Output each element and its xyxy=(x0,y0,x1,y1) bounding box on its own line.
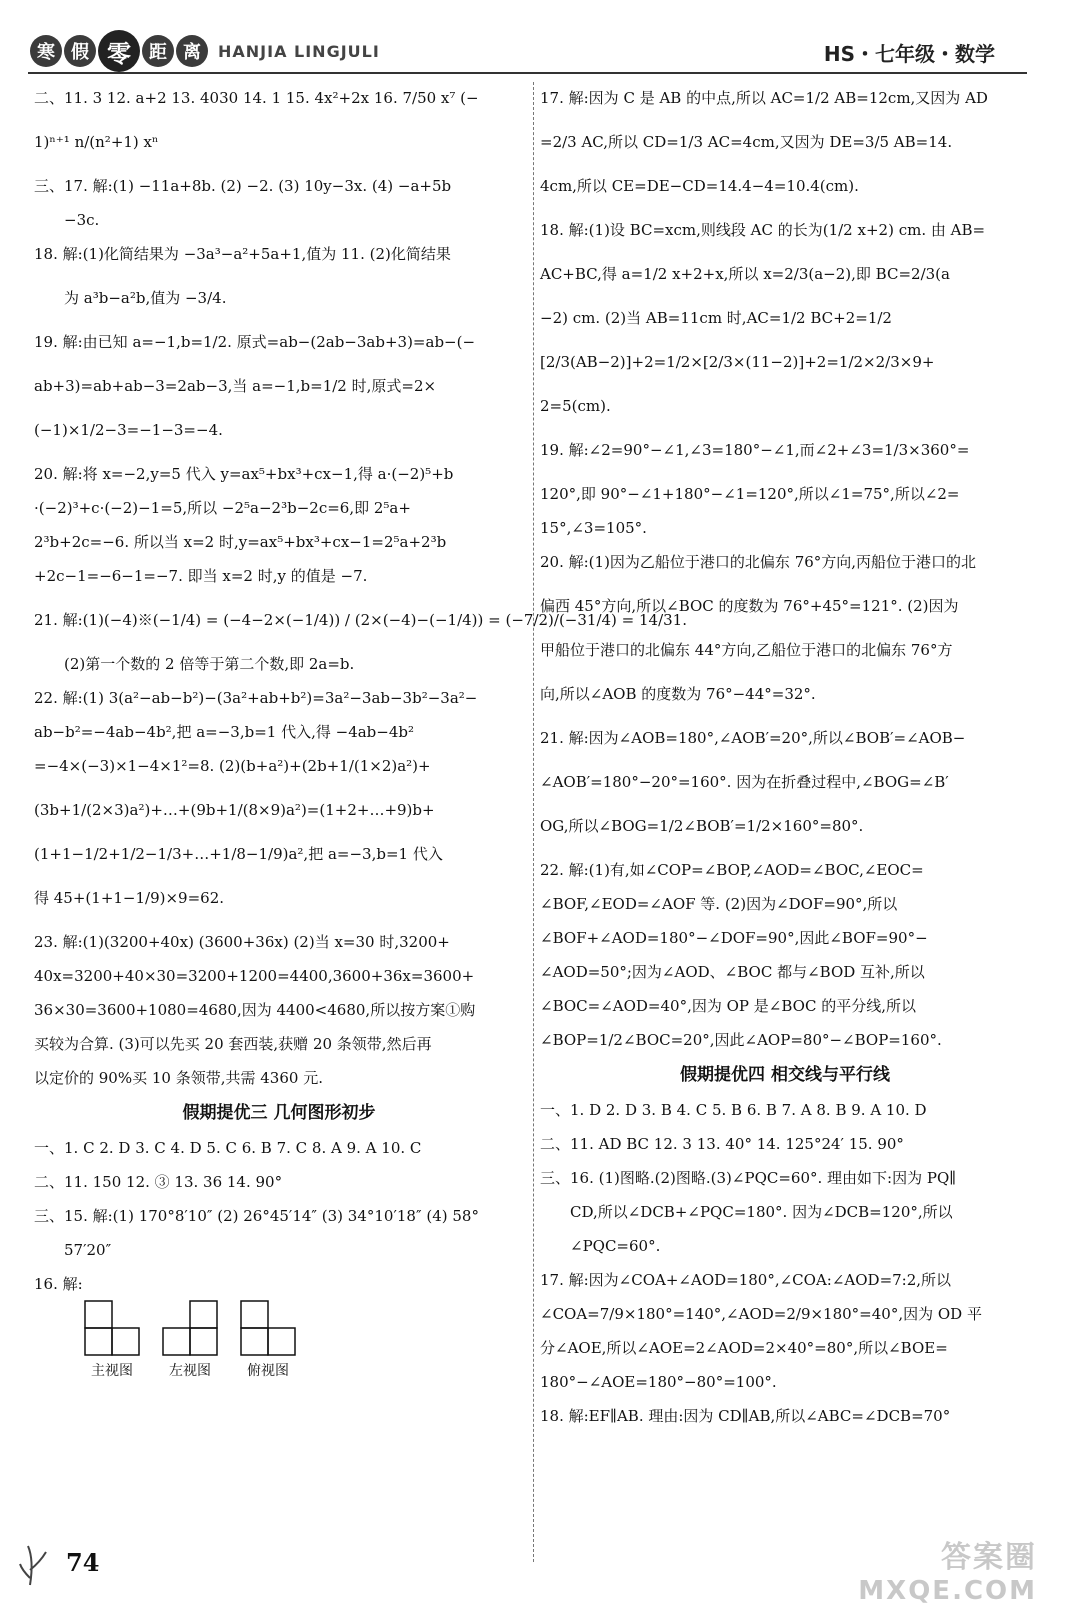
footer-leaf-icon xyxy=(20,1540,70,1590)
answer-line: 19. 解:由已知 a=−1,b=1/2. 原式=ab−(2ab−3ab+3)=ab−(− xyxy=(34,333,476,351)
answer-line: ·(−2)³+c·(−2)−1=5,所以 −2⁵a−2³b−2c=6,即 2⁵a+ xyxy=(34,499,411,517)
answer-line: ∠AOD=50°;因为∠AOD、∠BOC 都与∠BOD 互补,所以 xyxy=(540,963,925,981)
answer-line: 以定价的 90%买 10 条领带,共需 4360 元. xyxy=(34,1069,323,1087)
answer-line: −3c. xyxy=(64,211,100,229)
answer-line: 18. 解:EF∥AB. 理由:因为 CD∥AB,所以∠ABC=∠DCB=70° xyxy=(540,1407,951,1425)
answer-line: 买较为合算. (3)可以先买 20 套西装,获赠 20 条领带,然后再 xyxy=(34,1035,432,1053)
answer-line: ∠COA=7/9×180°=140°,∠AOD=2/9×180°=40°,因为 OD 平 xyxy=(540,1305,982,1323)
answer-line: [2/3(AB−2)]+2=1/2×[2/3×(11−2)]+2=1/2×2/3×9+ xyxy=(540,353,935,371)
answer-line: 分∠AOE,所以∠AOE=2∠AOD=2×40°=80°,所以∠BOE= xyxy=(540,1339,948,1357)
answer-line: (2)第一个数的 2 倍等于第二个数,即 2a=b. xyxy=(64,655,355,673)
answer-line: 15°,∠3=105°. xyxy=(540,519,647,537)
answer-line: 20. 解:(1)因为乙船位于港口的北偏东 76°方向,丙船位于港口的北 xyxy=(540,553,977,571)
left-view-drawing xyxy=(162,1300,218,1356)
answer-line: 120°,即 90°−∠1+180°−∠1=120°,所以∠1=75°,所以∠2= xyxy=(540,485,960,503)
answer-line: 180°−∠AOE=180°−80°=100°. xyxy=(540,1373,777,1391)
right-column xyxy=(540,86,1030,1438)
answer-line: −2) cm. (2)当 AB=11cm 时,AC=1/2 BC+2=1/2 xyxy=(540,309,892,327)
header-divider xyxy=(28,72,1027,74)
answer-line: 18. 解:(1)化简结果为 −3a³−a²+5a+1,值为 11. (2)化简结果 xyxy=(34,245,451,263)
answer-line: 22. 解:(1) 3(a²−ab−b²)−(3a²+ab+b²)=3a²−3ab−3b²−3a²− xyxy=(34,689,478,707)
answer-line: 20. 解:将 x=−2,y=5 代入 y=ax⁵+bx³+cx−1,得 a·(−2)⁵+b xyxy=(34,465,454,483)
answer-line: 甲船位于港口的北偏东 44°方向,乙船位于港口的北偏东 76°方 xyxy=(540,641,953,659)
answer-line: 17. 解:因为∠COA+∠AOD=180°,∠COA:∠AOD=7:2,所以 xyxy=(540,1271,952,1289)
answer-line: 向,所以∠AOB 的度数为 76°−44°=32°. xyxy=(540,685,816,703)
answer-line: OG,所以∠BOG=1/2∠BOB′=1/2×160°=80°. xyxy=(540,817,864,835)
answer-line: 得 45+(1+1−1/9)×9=62. xyxy=(34,889,225,907)
view-caption: 左视图 xyxy=(169,1363,211,1379)
answer-line: 19. 解:∠2=90°−∠1,∠3=180°−∠1,而∠2+∠3=1/3×360°= xyxy=(540,441,970,459)
answer-line: (3b+1/(2×3)a²)+…+(9b+1/(8×9)a²)=(1+2+…+9)b+ xyxy=(34,801,435,819)
column-divider xyxy=(533,82,534,1562)
page-header xyxy=(0,0,1077,75)
answer-line: (1+1−1/2+1/2−1/3+…+1/8−1/9)a²,把 a=−3,b=1 代入 xyxy=(34,845,443,863)
top-view xyxy=(240,1300,296,1380)
answer-line: 二、11. 3 12. a+2 13. 4030 14. 1 15. 4x²+2x 16. 7/50 x⁷ (− xyxy=(34,89,479,107)
answer-line: +2c−1=−6−1=−7. 即当 x=2 时,y 的值是 −7. xyxy=(34,567,368,585)
answer-line: 21. 解:因为∠AOB=180°,∠AOB′=20°,所以∠BOB′=∠AOB− xyxy=(540,729,966,747)
answer-line: 三、17. 解:(1) −11a+8b. (2) −2. (3) 10y−3x. (4) −a+5b xyxy=(34,177,452,195)
book-logo xyxy=(30,30,380,72)
section-title: 假期提优三 几何图形初步 xyxy=(182,1103,376,1123)
answer-line: 2=5(cm). xyxy=(540,397,611,415)
answer-line: ∠BOP=1/2∠BOC=20°,因此∠AOP=80°−∠BOP=160°. xyxy=(540,1031,942,1049)
answer-line: ab+3)=ab+ab−3=2ab−3,当 a=−1,b=1/2 时,原式=2× xyxy=(34,377,437,395)
answer-line: ∠BOF+∠AOD=180°−∠DOF=90°,因此∠BOF=90°− xyxy=(540,929,928,947)
answer-line: 1)ⁿ⁺¹ n/(n²+1) xⁿ xyxy=(34,133,159,151)
answer-line: 偏西 45°方向,所以∠BOC 的度数为 76°+45°=121°. (2)因为 xyxy=(540,597,959,615)
answer-line: 57′20″ xyxy=(64,1241,112,1259)
front-view xyxy=(84,1300,140,1380)
answer-line: 为 a³b−a²b,值为 −3/4. xyxy=(64,289,227,307)
logo-char: 距 xyxy=(142,35,174,67)
answer-line: 40x=3200+40×30=3200+1200=4400,3600+36x=3600+ xyxy=(34,967,475,985)
answer-line: 17. 解:因为 C 是 AB 的中点,所以 AC=1/2 AB=12cm,又因为 AD xyxy=(540,89,988,107)
answer-line: 22. 解:(1)有,如∠COP=∠BOP,∠AOD=∠BOC,∠EOC= xyxy=(540,861,924,879)
page-number: 74 xyxy=(66,1548,100,1577)
answer-line: 二、11. 150 12. ③ 13. 36 14. 90° xyxy=(34,1173,283,1191)
answer-line: =2/3 AC,所以 CD=1/3 AC=4cm,又因为 DE=3/5 AB=14. xyxy=(540,133,953,151)
answer-line: 2³b+2c=−6. 所以当 x=2 时,y=ax⁵+bx³+cx−1=2⁵a+2³b xyxy=(34,533,447,551)
logo-char: 离 xyxy=(176,35,208,67)
answer-line: 23. 解:(1)(3200+40x) (3600+36x) (2)当 x=30 时,3200+ xyxy=(34,933,450,951)
answer-line: ∠BOC=∠AOD=40°,因为 OP 是∠BOC 的平分线,所以 xyxy=(540,997,916,1015)
answer-line: 一、1. C 2. D 3. C 4. D 5. C 6. B 7. C 8. A 9. A 10. C xyxy=(34,1139,422,1157)
left-view xyxy=(162,1300,218,1380)
view-caption: 主视图 xyxy=(91,1363,133,1379)
watermark-url: MXQE.COM xyxy=(858,1576,1037,1606)
answer-line: ab−b²=−4ab−4b²,把 a=−3,b=1 代入,得 −4ab−4b² xyxy=(34,723,415,741)
view-caption: 俯视图 xyxy=(247,1363,289,1379)
answer-line: 21. 解:(1)(−4)※(−1/4) = (−4−2×(−1/4)) / (2×(−4)−(−1/4)) = (−7/2)/(−31/4) = 14/31. xyxy=(34,611,687,629)
answer-line: AC+BC,得 a=1/2 x+2+x,所以 x=2/3(a−2),即 BC=2/3(a xyxy=(540,265,950,283)
front-view-drawing xyxy=(84,1300,140,1356)
answer-line: 16. 解: xyxy=(34,1275,83,1293)
answer-line: ∠AOB′=180°−20°=160°. 因为在折叠过程中,∠BOG=∠B′ xyxy=(540,773,949,791)
answer-line: 二、11. AD BC 12. 3 13. 40° 14. 125°24′ 15. 90° xyxy=(540,1135,904,1153)
answer-line: 一、1. D 2. D 3. B 4. C 5. B 6. B 7. A 8. B 9. A 10. D xyxy=(540,1101,927,1119)
answer-line: ∠BOF,∠EOD=∠AOF 等. (2)因为∠DOF=90°,所以 xyxy=(540,895,898,913)
logo-char: 零 xyxy=(98,30,140,72)
logo-char: 假 xyxy=(64,35,96,67)
logo-char: 寒 xyxy=(30,35,62,67)
book-subject-title: HS・七年级・数学 xyxy=(823,42,995,66)
answer-line: 三、16. (1)图略.(2)图略.(3)∠PQC=60°. 理由如下:因为 PQ∥ xyxy=(540,1169,957,1187)
watermark-logo-text: 答案圈 xyxy=(941,1540,1037,1575)
logo-pinyin: HANJIA LINGJULI xyxy=(218,41,380,61)
answer-line: 4cm,所以 CE=DE−CD=14.4−4=10.4(cm). xyxy=(540,177,859,195)
answer-line: 三、15. 解:(1) 170°8′10″ (2) 26°45′14″ (3) 34°10′18″ (4) 58° xyxy=(34,1207,479,1225)
section-title: 假期提优四 相交线与平行线 xyxy=(680,1065,890,1085)
answer-line: (−1)×1/2−3=−1−3=−4. xyxy=(34,421,223,439)
answer-line: =−4×(−3)×1−4×1²=8. (2)(b+a²)+(2b+1/(1×2)a²)+ xyxy=(34,757,431,775)
answer-line: 36×30=3600+1080=4680,因为 4400<4680,所以按方案①购 xyxy=(34,1001,476,1019)
answer-line: ∠PQC=60°. xyxy=(570,1237,661,1255)
top-view-drawing xyxy=(240,1300,296,1356)
answer-line: CD,所以∠DCB+∠PQC=180°. 因为∠DCB=120°,所以 xyxy=(570,1203,953,1221)
three-views-figure xyxy=(84,1300,524,1380)
watermark xyxy=(858,1532,1037,1606)
answer-line: 18. 解:(1)设 BC=xcm,则线段 AC 的长为(1/2 x+2) cm. 由 AB= xyxy=(540,221,986,239)
